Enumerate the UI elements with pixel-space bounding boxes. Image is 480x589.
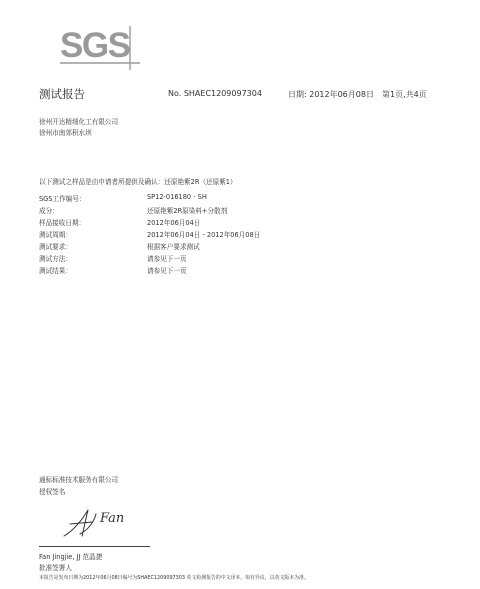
sgs-logo [60,26,140,70]
field-value: SP12-016180 - SH [147,193,207,201]
field-value: 根据客户要求测试 [147,243,200,251]
report-title: 测试报告 [39,87,85,101]
sample-intro: 以下测试之样品是由申请者所提供及确认：还原艳紫2R（还原紫1） [39,178,237,186]
client-address: 徐州市南郊积水坝 [39,129,92,137]
sgs-logo-graphic [60,26,140,70]
field-label: 样品接收日期： [39,219,86,227]
signer-name: Fan Jingjie, JJ 范晶捷 [39,553,103,561]
sgs-logo-text: SGS [60,26,130,65]
field-value: 还原艳紫2R原染料+分散剂 [147,207,228,215]
signing-company: 通标标准技术服务有限公司 [39,476,119,484]
handwritten-signature [58,500,138,542]
translation-footnote: 本报告是发布日期为2012年06月08日编号为SHAEC1209097303 英文检测报告的中文译本。如有异议，以英文版本为准。 [39,575,309,581]
signature-graphic [58,500,138,542]
field-label: 测试结果： [39,267,72,275]
signature-text: Fan [100,511,125,526]
report-number: No. SHAEC1209097304 [168,89,262,98]
field-value: 请参见下一页 [147,267,187,275]
field-label: 测试周期： [39,231,72,239]
field-label: 测试方法： [39,255,72,263]
client-name: 徐州开达精细化工有限公司 [39,118,119,126]
page-indicator: 第1页,共4页 [382,90,427,99]
report-date: 日期: 2012年06月08日 [288,90,374,99]
field-label: 测试要求： [39,243,72,251]
signature-line [39,546,150,547]
field-value: 请参见下一页 [147,255,187,263]
field-value: 2012年06月04日 [147,219,201,227]
field-value: 2012年06月04日 - 2012年06月08日 [147,231,261,239]
approver-title: 批准签署人 [39,564,72,572]
field-label: 成分： [39,207,59,215]
authorized-signature-label: 授权签名 [39,488,66,496]
field-label: SGS工作编号： [39,195,86,203]
